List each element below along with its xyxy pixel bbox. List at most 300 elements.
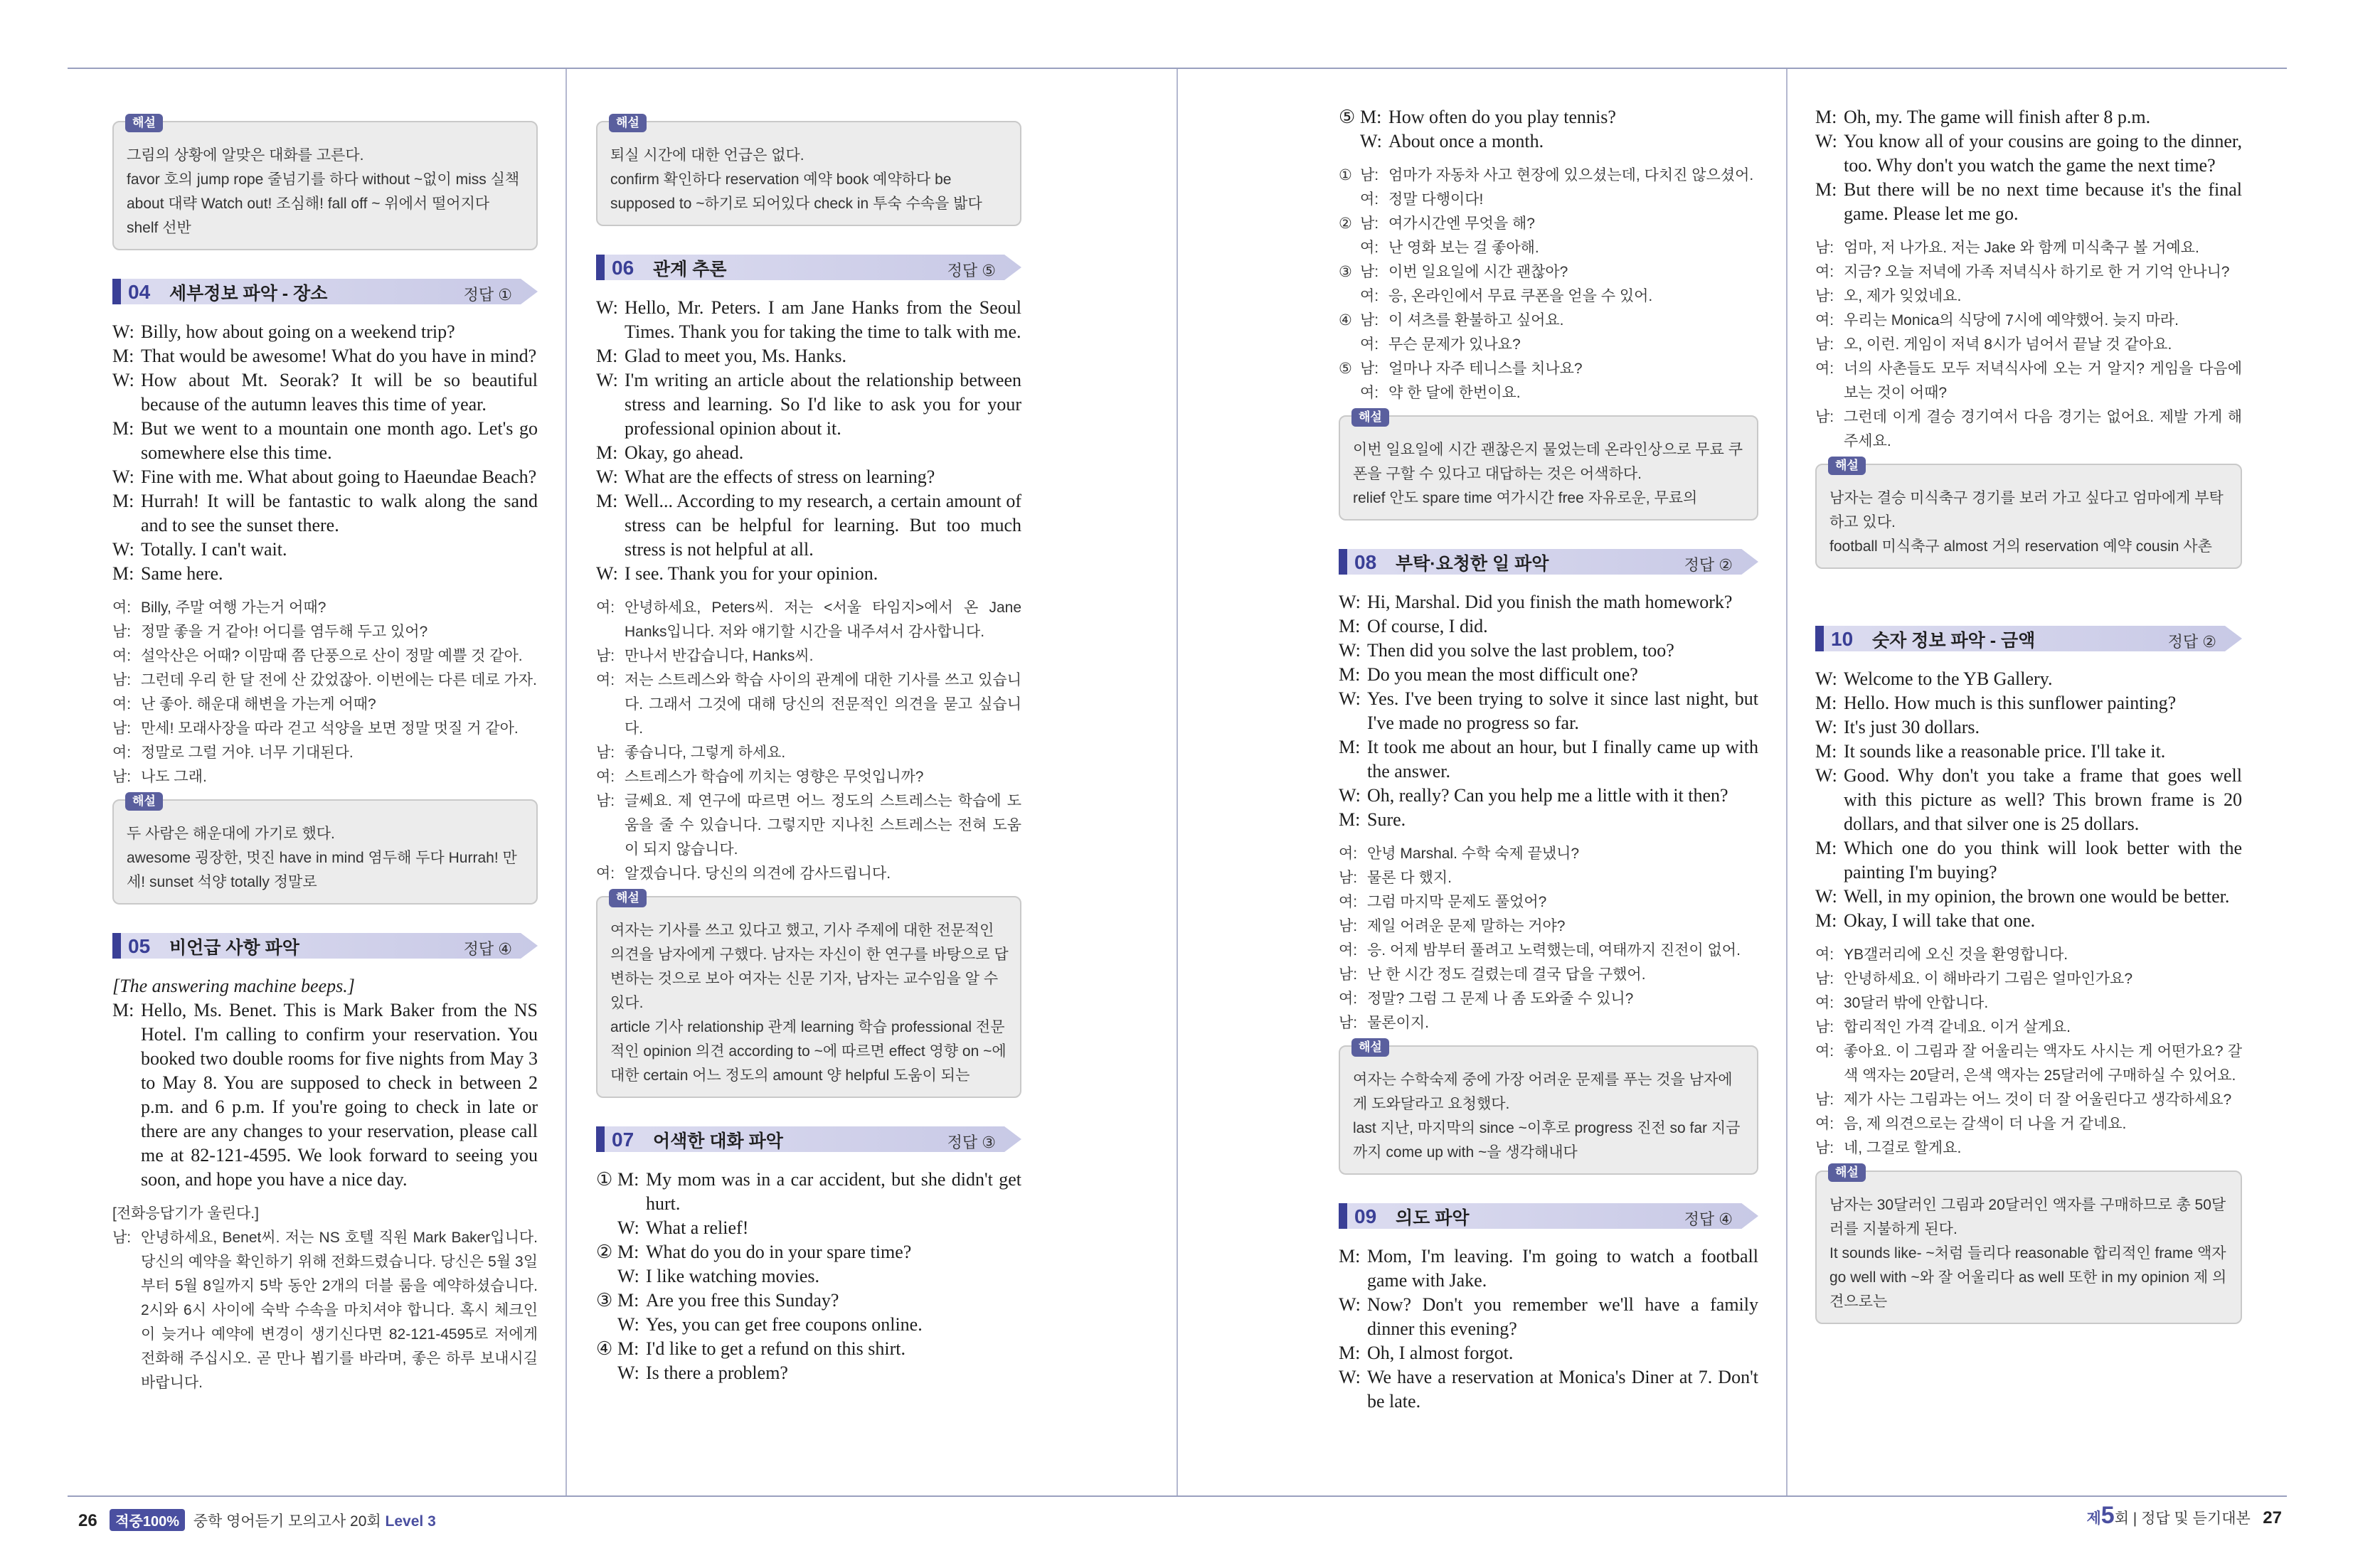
dialogue-line bbox=[596, 489, 1021, 562]
speaker-label: 남: bbox=[1815, 409, 1834, 425]
item-number: ③ bbox=[1339, 264, 1352, 280]
dialogue-line bbox=[112, 489, 538, 538]
dialogue-line bbox=[1815, 260, 2242, 284]
dialogue-line bbox=[1815, 991, 2242, 1015]
line-text: YB갤러리에 오신 것을 환영합니다. bbox=[1844, 946, 2068, 963]
explanation-tag: 해설 bbox=[1351, 408, 1389, 427]
speaker-label: M: bbox=[617, 1242, 639, 1262]
line-text: 응, 온라인에서 무료 쿠폰을 얻을 수 있어. bbox=[1388, 288, 1653, 304]
speaker-label: 여: bbox=[596, 769, 615, 785]
line-text: Do you mean the most difficult one? bbox=[1367, 664, 1638, 685]
line-text: Same here. bbox=[141, 563, 223, 584]
speaker-label: W: bbox=[1339, 688, 1361, 709]
dialogue-line bbox=[596, 1216, 1021, 1240]
line-text: It sounds like a reasonable price. I'll take it. bbox=[1844, 741, 2166, 762]
dialogue-line bbox=[112, 765, 538, 789]
section-title: 비언급 사항 파악 bbox=[169, 938, 299, 958]
line-text: 제일 어려운 문제 말하는 거야? bbox=[1367, 918, 1566, 934]
line-text: Totally. I can't wait. bbox=[141, 539, 287, 560]
dialogue-line bbox=[1339, 188, 1758, 212]
line-text: But there will be no next time because it's the final game. Please let me go. bbox=[1844, 179, 2242, 224]
line-text: My mom was in a car accident, but she didn't get hurt. bbox=[646, 1169, 1021, 1214]
speaker-label: W: bbox=[112, 466, 134, 487]
dialogue-line bbox=[596, 862, 1021, 886]
speaker-label: 여: bbox=[1815, 995, 1834, 1011]
dialogue-line bbox=[596, 1337, 1021, 1361]
column-1 bbox=[112, 105, 538, 1395]
speaker-label: 여: bbox=[1360, 288, 1379, 304]
speaker-label: M: bbox=[1360, 107, 1382, 127]
dialogue-line bbox=[112, 741, 538, 765]
vocab-list: relief 안도 spare time 여가시간 free 자유로운, 무료의 bbox=[1353, 490, 1698, 506]
dialogue-line bbox=[1815, 691, 2242, 715]
dialogue-line bbox=[1339, 939, 1758, 963]
section-answer: 정답 ③ bbox=[947, 1134, 996, 1151]
dialogue-line bbox=[1339, 357, 1758, 381]
dialogue-line bbox=[1815, 1040, 2242, 1088]
dialogue-line bbox=[1815, 178, 2242, 226]
line-text: Oh, really? Can you help me a little with it then? bbox=[1367, 785, 1728, 806]
speaker-label: W: bbox=[596, 370, 618, 390]
dialogue-line bbox=[1339, 687, 1758, 735]
dialogue-korean bbox=[112, 596, 538, 789]
dialogue-line bbox=[1339, 236, 1758, 260]
speaker-label: W: bbox=[1815, 886, 1837, 907]
section-title: 숫자 정보 파악 - 금액 bbox=[1872, 631, 2036, 651]
dialogue-line bbox=[1815, 105, 2242, 129]
dialogue-korean bbox=[112, 1202, 538, 1395]
dialogue-line bbox=[596, 1289, 1021, 1313]
dialogue-korean bbox=[1339, 164, 1758, 405]
page-gutter bbox=[1176, 69, 1178, 1495]
speaker-label: W: bbox=[1815, 668, 1837, 689]
book-title: 중학 영어듣기 모의고사 20회 bbox=[193, 1513, 381, 1530]
line-text: 나도 그래. bbox=[141, 769, 207, 785]
speaker-label: W: bbox=[1360, 131, 1382, 151]
line-text: Well... According to my research, a certain amount of stress can be helpful for learning. But too much stress is not helpful at all. bbox=[625, 491, 1021, 560]
section-answer: 정답 ④ bbox=[1684, 1210, 1733, 1228]
line-text: 합리적인 가격 같네요. 이거 살게요. bbox=[1844, 1019, 2071, 1035]
explanation-text: 이번 일요일에 시간 괜찮은지 물었는데 온라인상으로 무료 쿠폰을 구할 수 있다고 대답하는 것은 어색하다. bbox=[1353, 442, 1743, 482]
speaker-label: W: bbox=[1815, 131, 1837, 151]
line-text: Fine with me. What about going to Haeundae Beach? bbox=[141, 466, 537, 487]
line-text: 너의 사촌들도 모두 저녁식사에 오는 거 알지? 게임을 다음에 보는 것이 어때? bbox=[1844, 361, 2242, 401]
section-title: 세부정보 파악 - 장소 bbox=[169, 284, 328, 304]
speaker-label: 남: bbox=[112, 624, 132, 640]
line-text: 우리는 Monica의 식당에 7시에 예약했어. 늦지 마라. bbox=[1844, 312, 2179, 329]
section-06-header bbox=[596, 255, 1021, 283]
dialogue-english bbox=[1339, 105, 1758, 154]
speaker-label: 여: bbox=[596, 865, 615, 882]
line-text: 안녕하세요, Peters씨. 저는 <서울 타임지>에서 온 Jane Hanks입니다. 저와 얘기할 시간을 내주셔서 감사합니다. bbox=[625, 599, 1021, 640]
dialogue-line bbox=[1815, 405, 2242, 454]
speaker-label: 여: bbox=[1339, 991, 1358, 1007]
line-text: Yes, you can get free coupons online. bbox=[646, 1314, 923, 1335]
dialogue-line bbox=[1339, 963, 1758, 987]
speaker-label: 여: bbox=[1360, 336, 1379, 353]
speaker-label: 여: bbox=[1815, 946, 1834, 963]
line-text: 무슨 문제가 있나요? bbox=[1388, 336, 1521, 353]
dialogue-line bbox=[1815, 357, 2242, 405]
speaker-label: M: bbox=[1339, 737, 1361, 757]
speaker-label: 남: bbox=[1339, 918, 1358, 934]
line-text: Now? Don't you remember we'll have a family dinner this evening? bbox=[1367, 1294, 1758, 1339]
line-text: 만나서 반갑습니다, Hanks씨. bbox=[625, 648, 814, 664]
line-text: You know all of your cousins are going to the dinner, too. Why don't you watch the game the next time? bbox=[1844, 131, 2242, 176]
line-text: 설악산은 어때? 이맘때 쯤 단풍으로 산이 정말 예쁠 것 같아. bbox=[141, 648, 523, 664]
dialogue-line bbox=[596, 1240, 1021, 1264]
item-number: ③ bbox=[596, 1290, 613, 1311]
line-text: 물론이지. bbox=[1367, 1015, 1429, 1031]
dialogue-line bbox=[1339, 890, 1758, 914]
line-text: I'd like to get a refund on this shirt. bbox=[646, 1338, 906, 1359]
line-text: Billy, 주말 여행 가는거 어때? bbox=[141, 599, 326, 616]
dialogue-line bbox=[1815, 236, 2242, 260]
dialogue-english bbox=[1815, 105, 2242, 226]
speaker-label: 남: bbox=[1815, 1092, 1834, 1108]
speaker-label: 여: bbox=[1339, 894, 1358, 910]
line-text: I see. Thank you for your opinion. bbox=[625, 563, 878, 584]
dialogue-line bbox=[112, 596, 538, 620]
speaker-label: M: bbox=[1815, 107, 1837, 127]
dialogue-english bbox=[112, 998, 538, 1192]
line-text: 여가시간엔 무엇을 해? bbox=[1388, 215, 1535, 232]
speaker-label: 여: bbox=[1815, 1116, 1834, 1132]
dialogue-line bbox=[596, 344, 1021, 368]
speaker-label: 남: bbox=[1360, 215, 1379, 232]
line-text: About once a month. bbox=[1388, 131, 1544, 151]
book-level: Level 3 bbox=[385, 1513, 436, 1530]
dialogue-line bbox=[1339, 1011, 1758, 1035]
explanation-box bbox=[112, 116, 538, 250]
page-number: 26 bbox=[78, 1511, 97, 1530]
line-text: Hi, Marshal. Did you finish the math homework? bbox=[1367, 592, 1733, 612]
line-text: How about Mt. Seorak? It will be so beautiful because of the autumn leaves this time of year. bbox=[141, 370, 538, 415]
explanation-text: 퇴실 시간에 대한 언급은 없다. bbox=[610, 147, 804, 164]
line-text: That would be awesome! What do you have in mind? bbox=[141, 346, 537, 366]
line-text: 알겠습니다. 당신의 의견에 감사드립니다. bbox=[625, 865, 891, 882]
line-text: 안녕 Marshal. 수학 숙제 끝냈니? bbox=[1367, 846, 1580, 862]
line-text: 음, 제 의견으로는 갈색이 더 나을 거 같네요. bbox=[1844, 1116, 2127, 1132]
item-number: ⑤ bbox=[1339, 107, 1356, 127]
speaker-label: 남: bbox=[112, 672, 132, 688]
line-text: Hello, Ms. Benet. This is Mark Baker from the NS Hotel. I'm calling to confirm your reservation. You booked two double rooms for five nights from May 3 to May 8. You are supposed to check in between 2 p.m. and 6 p.m. If you're going to check in late or there are any changes to your reservation, please call me at 82-121-4595. We look forward to seeing you soon, and hope you have a nice day. bbox=[141, 1000, 538, 1190]
section-number: 04 bbox=[128, 281, 151, 303]
explanation-box bbox=[1815, 1166, 2242, 1324]
explanation-text: 여자는 수학숙제 중에 가장 어려운 문제를 푸는 것을 남자에게 도와달라고 요청했다. bbox=[1353, 1072, 1733, 1112]
dialogue-line bbox=[1815, 333, 2242, 357]
explanation-tag: 해설 bbox=[1828, 1163, 1866, 1182]
line-text: Which one do you think will look better with the painting I'm buying? bbox=[1844, 838, 2242, 882]
speaker-label: M: bbox=[112, 491, 134, 511]
speaker-label: M: bbox=[1815, 838, 1837, 858]
dialogue-line bbox=[1339, 212, 1758, 236]
explanation-box bbox=[1815, 459, 2242, 569]
dialogue-line bbox=[1339, 866, 1758, 890]
line-text: Oh, I almost forgot. bbox=[1367, 1343, 1514, 1363]
dialogue-line bbox=[112, 668, 538, 693]
line-text: Good. Why don't you take a frame that goes well with this picture as well? This brown frame is 20 dollars, and that silver one is 25 dollars. bbox=[1844, 765, 2242, 834]
speaker-label: W: bbox=[617, 1266, 639, 1286]
speaker-label: M: bbox=[596, 346, 618, 366]
dialogue-line bbox=[596, 596, 1021, 644]
line-text: Is there a problem? bbox=[646, 1362, 788, 1383]
speaker-label: 여: bbox=[112, 696, 132, 713]
explanation-tag: 해설 bbox=[609, 889, 647, 907]
speaker-label: M: bbox=[112, 1000, 134, 1020]
speaker-label: M: bbox=[112, 418, 134, 439]
speaker-label: M: bbox=[1815, 693, 1837, 713]
line-text: 오, 제가 잊었네요. bbox=[1844, 288, 1962, 304]
dialogue-line bbox=[596, 368, 1021, 441]
speaker-label: 여: bbox=[112, 648, 132, 664]
explanation-tag: 해설 bbox=[609, 114, 647, 132]
speaker-label: W: bbox=[617, 1314, 639, 1335]
speaker-label: 남: bbox=[1339, 966, 1358, 983]
line-text: We have a reservation at Monica's Diner at 7. Don't be late. bbox=[1367, 1367, 1758, 1412]
line-text: Oh, my. The game will finish after 8 p.m. bbox=[1844, 107, 2151, 127]
line-text: 안녕하세요, Benet씨. 저는 NS 호텔 직원 Mark Baker입니다. 당신의 예약을 확인하기 위해 전화드렸습니다. 당신은 5월 3일부터 5월 8일까지 5박 동안 2개의 더블 룸을 예약하셨습니다. 2시와 6시 사이에 숙박 수속을 마치셔야 합니다. 혹시 체크인이 늦거나 예약에 변경이 생기신다면 82-121-4595로 저에게 전화해 주십시오. 곧 만나 뵙기를 바라며, 좋은 하루 보내시길 바랍니다. bbox=[141, 1230, 538, 1391]
line-text: 좋아요. 이 그림과 잘 어울리는 액자도 사시는 게 어떤가요? 갈색 액자는 20달러, 은색 액자는 25달러에 구매하실 수 있어요. bbox=[1844, 1043, 2242, 1084]
speaker-label: M: bbox=[617, 1169, 639, 1190]
dialogue-line bbox=[112, 562, 538, 586]
line-text: I like watching movies. bbox=[646, 1266, 820, 1286]
line-text: How often do you play tennis? bbox=[1388, 107, 1616, 127]
item-number: ④ bbox=[596, 1338, 613, 1359]
dialogue-line bbox=[1339, 735, 1758, 784]
dialogue-line bbox=[596, 296, 1021, 344]
speaker-label: 남: bbox=[1815, 971, 1834, 987]
dialogue-korean bbox=[1815, 943, 2242, 1161]
vocab-list: last 지난, 마지막의 since ~이후로 progress 진전 so far 지금까지 come up with ~을 생각해내다 bbox=[1353, 1120, 1741, 1161]
dialogue-korean bbox=[1815, 236, 2242, 454]
dialogue-line bbox=[596, 644, 1021, 668]
test-suffix: 회 | 정답 및 듣기대본 bbox=[2114, 1510, 2251, 1527]
speaker-label: M: bbox=[1815, 910, 1837, 931]
line-text: 좋습니다, 그렇게 하세요. bbox=[625, 745, 786, 761]
dialogue-line bbox=[1815, 764, 2242, 836]
dialogue-english bbox=[596, 296, 1021, 586]
line-text: 엄마가 자동차 사고 현장에 있으셨는데, 다치진 않으셨어. bbox=[1388, 167, 1754, 183]
column-divider bbox=[1786, 69, 1788, 1495]
line-text: 그런데 이게 결승 경기여서 다음 경기는 없어요. 제발 가게 해 주세요. bbox=[1844, 409, 2242, 449]
speaker-label: 남: bbox=[596, 648, 615, 664]
speaker-label: 남: bbox=[596, 793, 615, 809]
speaker-label: W: bbox=[112, 321, 134, 342]
dialogue-line bbox=[1339, 129, 1758, 154]
line-text: 그럼 마지막 문제도 풀었어? bbox=[1367, 894, 1547, 910]
speaker-label: 여: bbox=[1815, 1043, 1834, 1060]
dialogue-line bbox=[112, 998, 538, 1192]
line-text: 제가 사는 그림과는 어느 것이 더 잘 어울린다고 생각하세요? bbox=[1844, 1092, 2232, 1108]
speaker-label: M: bbox=[112, 563, 134, 584]
speaker-label: M: bbox=[1339, 664, 1361, 685]
test-prefix: 제 bbox=[2086, 1510, 2101, 1527]
line-text: It took me about an hour, but I finally came up with the answer. bbox=[1367, 737, 1758, 782]
section-number: 06 bbox=[612, 257, 634, 279]
speaker-label: M: bbox=[617, 1338, 639, 1359]
dialogue-line bbox=[1339, 333, 1758, 357]
item-number: ④ bbox=[1339, 312, 1352, 329]
section-answer: 정답 ⑤ bbox=[947, 262, 996, 279]
dialogue-line bbox=[1339, 1365, 1758, 1414]
dialogue-line bbox=[1339, 842, 1758, 866]
line-text: 이 셔츠를 환불하고 싶어요. bbox=[1388, 312, 1564, 329]
speaker-label: M: bbox=[596, 491, 618, 511]
speaker-label: W: bbox=[1339, 592, 1361, 612]
line-text: Hello. How much is this sunflower painting? bbox=[1844, 693, 2177, 713]
line-text: 난 한 시간 정도 걸렸는데 결국 답을 구했어. bbox=[1367, 966, 1646, 983]
speaker-label: 여: bbox=[1339, 942, 1358, 959]
speaker-label: 남: bbox=[1815, 1019, 1834, 1035]
line-text: 30달러 밖에 안합니다. bbox=[1844, 995, 1989, 1011]
item-number: ② bbox=[1339, 215, 1352, 232]
line-text: 스트레스가 학습에 끼치는 영향은 무엇입니까? bbox=[625, 769, 924, 785]
vocab-list: confirm 확인하다 reservation 예약 book 예약하다 be supposed to ~하기로 되어있다 check in 투숙 수속을 밟다 bbox=[610, 171, 982, 212]
dialogue-line bbox=[112, 644, 538, 668]
speaker-label: 여: bbox=[1360, 240, 1379, 256]
section-answer: 정답 ② bbox=[2167, 633, 2216, 651]
column-4 bbox=[1815, 105, 2242, 1324]
speaker-label: W: bbox=[596, 466, 618, 487]
line-text: 오, 이런. 게임이 저녁 8시가 넘어서 끝날 것 같아요. bbox=[1844, 336, 2172, 353]
dialogue-line bbox=[112, 1226, 538, 1395]
line-text: Hurrah! It will be fantastic to walk along the sand and to see the sunset there. bbox=[141, 491, 538, 535]
section-title: 부탁·요청한 일 파악 bbox=[1396, 554, 1549, 574]
speaker-label: 여: bbox=[1360, 191, 1379, 208]
speaker-label: W: bbox=[1339, 1294, 1361, 1315]
section-answer: 정답 ④ bbox=[463, 940, 512, 958]
section-number: 09 bbox=[1354, 1205, 1377, 1227]
dialogue-line bbox=[1815, 836, 2242, 885]
dialogue-line bbox=[1815, 1136, 2242, 1161]
speaker-label: M: bbox=[596, 442, 618, 463]
vocab-list: football 미식축구 almost 거의 reservation 예약 cousin 사촌 bbox=[1829, 538, 2212, 555]
section-title: 어색한 대화 파악 bbox=[653, 1131, 783, 1151]
dialogue-line bbox=[1339, 914, 1758, 939]
line-text: 얼마나 자주 테니스를 치나요? bbox=[1388, 361, 1583, 377]
line-text: 이번 일요일에 시간 괜찮아? bbox=[1388, 264, 1568, 280]
vocab-list: article 기사 relationship 관계 learning 학습 professional 전문적인 opinion 의견 according to ~에 따르면 effect 영향 on ~에 대한 certain 어느 정도의 amount 양 helpful 도움이 되는 bbox=[610, 1019, 1006, 1084]
line-text: It's just 30 dollars. bbox=[1844, 717, 1980, 737]
dialogue-line bbox=[596, 1361, 1021, 1385]
explanation-tag: 해설 bbox=[125, 114, 163, 132]
speaker-label: 남: bbox=[1360, 264, 1379, 280]
speaker-label: 남: bbox=[1339, 870, 1358, 886]
speaker-label: M: bbox=[617, 1290, 639, 1311]
dialogue-line bbox=[596, 765, 1021, 789]
dialogue-line bbox=[1815, 667, 2242, 691]
dialogue-line bbox=[1339, 784, 1758, 808]
dialogue-english bbox=[1339, 1244, 1758, 1414]
dialogue-line bbox=[112, 620, 538, 644]
line-text: 그런데 우리 한 달 전에 산 갔었잖아. 이번에는 다른 데로 가자. bbox=[141, 672, 537, 688]
line-text: 만세! 모래사장을 따라 걷고 석양을 보면 정말 멋질 거 같아. bbox=[141, 720, 519, 737]
speaker-label: 남: bbox=[112, 1230, 132, 1246]
dialogue-line bbox=[112, 320, 538, 344]
speaker-label: 여: bbox=[1815, 361, 1834, 377]
line-text: 정말로 그럴 거야. 너무 기대된다. bbox=[141, 745, 354, 761]
dialogue-line bbox=[112, 465, 538, 489]
item-number: ① bbox=[596, 1169, 613, 1190]
speaker-label: 여: bbox=[596, 599, 615, 616]
section-number: 05 bbox=[128, 935, 151, 957]
dialogue-line bbox=[1815, 1112, 2242, 1136]
vocab-list: favor 호의 jump rope 줄넘기를 하다 without ~없이 miss 실책 about 대략 Watch out! 조심해! fall off ~ 위에서 떨어지다 shelf 선반 bbox=[127, 171, 520, 236]
dialogue-line bbox=[596, 465, 1021, 489]
line-text: Glad to meet you, Ms. Hanks. bbox=[625, 346, 846, 366]
section-title: 관계 추론 bbox=[653, 260, 727, 279]
dialogue-line bbox=[1815, 1088, 2242, 1112]
speaker-label: W: bbox=[112, 370, 134, 390]
line-text: 엄마, 저 나가요. 저는 Jake 와 함께 미식축구 볼 거예요. bbox=[1844, 240, 2199, 256]
line-text: 저는 스트레스와 학습 사이의 관계에 대한 기사를 쓰고 있습니다. 그래서 그것에 대해 당신의 전문적인 의견을 묻고 싶습니다. bbox=[625, 672, 1021, 737]
dialogue-line bbox=[1339, 590, 1758, 614]
line-text: 약 한 달에 한번이요. bbox=[1388, 385, 1521, 401]
dialogue-line bbox=[1815, 740, 2242, 764]
column-3 bbox=[1339, 105, 1758, 1414]
speaker-label: W: bbox=[596, 563, 618, 584]
dialogue-line bbox=[1339, 309, 1758, 333]
line-text: I'm writing an article about the relationship between stress and learning. So I'd like to ask you for your professional opinion about it. bbox=[625, 370, 1021, 439]
line-text: What a relief! bbox=[646, 1217, 749, 1238]
speaker-label: W: bbox=[617, 1217, 639, 1238]
speaker-label: M: bbox=[112, 346, 134, 366]
speaker-label: W: bbox=[617, 1362, 639, 1383]
section-10-header bbox=[1815, 626, 2242, 654]
line-text: But we went to a mountain one month ago. Let's go somewhere else this time. bbox=[141, 418, 538, 463]
line-text: Hello, Mr. Peters. I am Jane Hanks from the Seoul Times. Thank you for taking the time to talk with me. bbox=[625, 297, 1021, 342]
dialogue-line bbox=[1815, 967, 2242, 991]
explanation-tag: 해설 bbox=[1351, 1038, 1389, 1057]
dialogue-english bbox=[596, 1168, 1021, 1385]
speaker-label: 남: bbox=[1360, 361, 1379, 377]
speaker-label: 남: bbox=[1815, 336, 1834, 353]
dialogue-line bbox=[112, 344, 538, 368]
dialogue-line bbox=[1339, 614, 1758, 639]
speaker-label: M: bbox=[1339, 1343, 1361, 1363]
line-text: 지금? 오늘 저녁에 가족 저녁식사 하기로 한 거 기억 안나니? bbox=[1844, 264, 2230, 280]
dialogue-line bbox=[1815, 309, 2242, 333]
speaker-label: W: bbox=[1339, 1367, 1361, 1387]
speaker-label: M: bbox=[1339, 1246, 1361, 1266]
dialogue-line bbox=[1815, 885, 2242, 909]
vocab-list: It sounds like- ~처럼 들리다 reasonable 합리적인 frame 액자 go well with ~와 잘 어울리다 as well 또한 in my opinion 제 의견으로는 bbox=[1829, 1245, 2227, 1310]
explanation-text: 남자는 30달러인 그림과 20달러인 액자를 구매하므로 총 50달러를 지불하게 된다. bbox=[1829, 1197, 2226, 1237]
line-text: Sure. bbox=[1367, 809, 1406, 830]
stage-direction: [The answering machine beeps.] bbox=[112, 976, 355, 996]
dialogue-line bbox=[1339, 164, 1758, 188]
line-text: Mom, I'm leaving. I'm going to watch a football game with Jake. bbox=[1367, 1246, 1758, 1291]
section-09-header bbox=[1339, 1203, 1758, 1232]
vocab-list: awesome 굉장한, 멋진 have in mind 염두해 두다 Hurrah! 만세! sunset 석양 totally 정말로 bbox=[127, 850, 517, 890]
speaker-label: 여: bbox=[112, 599, 132, 616]
dialogue-line bbox=[596, 441, 1021, 465]
bottom-rule bbox=[68, 1495, 2287, 1497]
dialogue-line bbox=[1339, 808, 1758, 832]
line-text: Are you free this Sunday? bbox=[646, 1290, 839, 1311]
explanation-box bbox=[1339, 410, 1758, 521]
dialogue-line bbox=[1815, 1015, 2242, 1040]
line-text: Okay, go ahead. bbox=[625, 442, 744, 463]
dialogue-line bbox=[596, 562, 1021, 586]
speaker-label: M: bbox=[1339, 616, 1361, 636]
line-text: 응. 어제 밤부터 풀려고 노력했는데, 여태까지 진전이 없어. bbox=[1367, 942, 1741, 959]
speaker-label: 여: bbox=[112, 745, 132, 761]
dialogue-english bbox=[1815, 667, 2242, 933]
explanation-text: 남자는 결승 미식축구 경기를 보러 가고 싶다고 엄마에게 부탁하고 있다. bbox=[1829, 490, 2224, 530]
dialogue-line bbox=[596, 668, 1021, 741]
